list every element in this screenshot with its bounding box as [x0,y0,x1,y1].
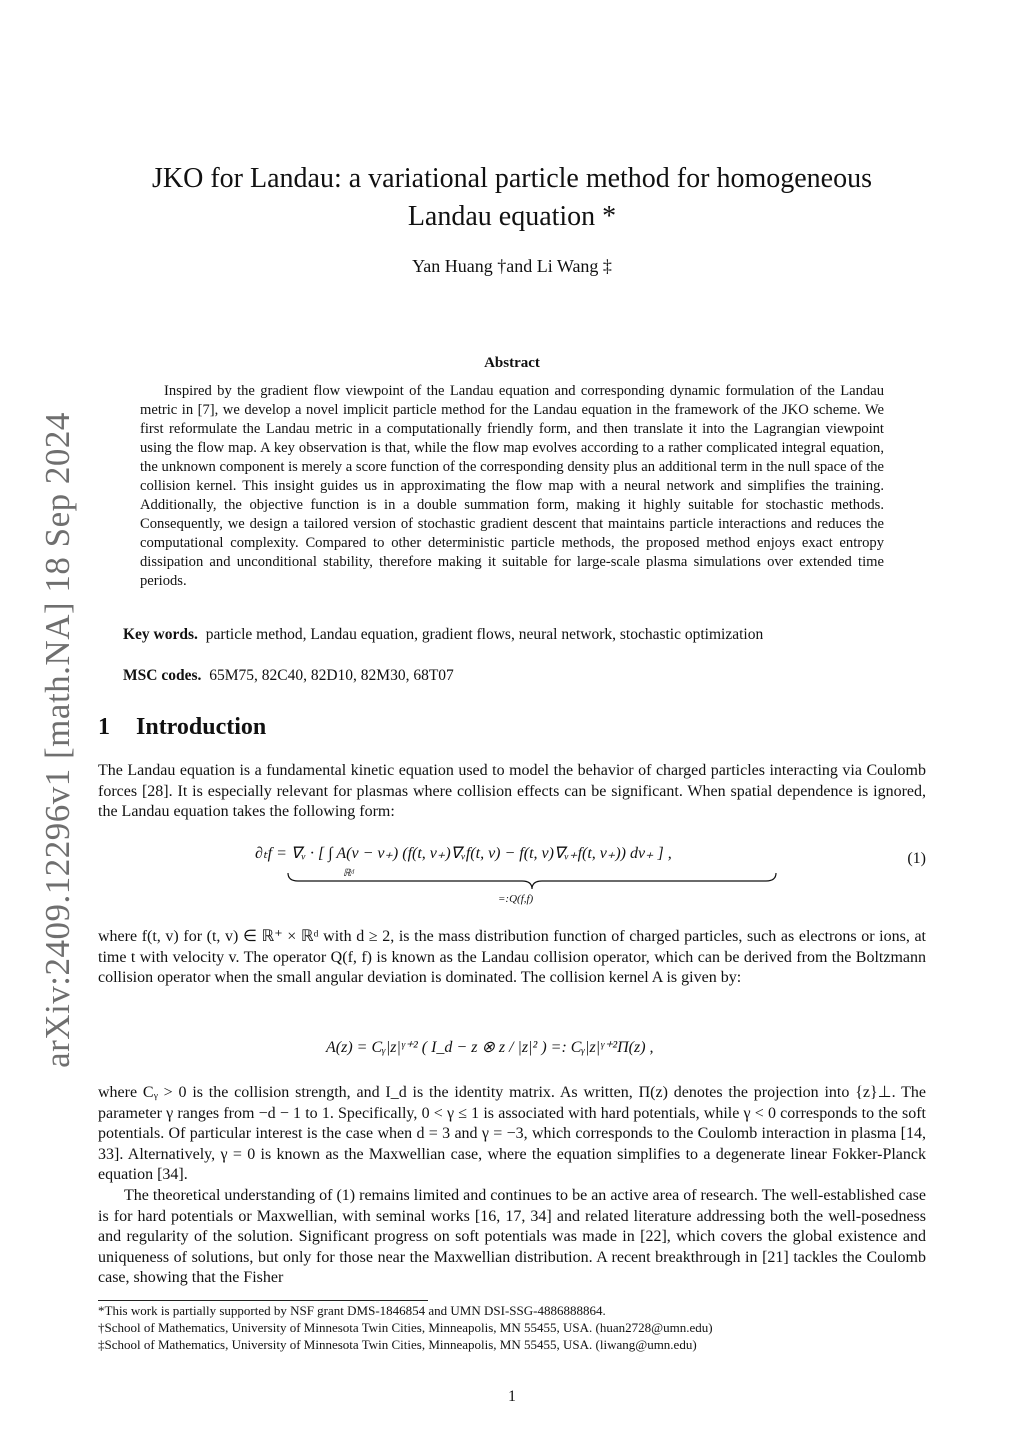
equation-1-body: A(v − v₊) (f(t, v₊)∇ᵥf(t, v) − f(t, v)∇ᵥ₊f(t, v₊)) dv₊ ] , [336,845,672,862]
equation-1-number: (1) [907,850,926,867]
page-number: 1 [508,1388,516,1405]
equation-1-domain: ℝᵈ [343,868,355,879]
intro-paragraph-2: where f(t, v) for (t, v) ∈ ℝ⁺ × ℝᵈ with d ≥ 2, is the mass distribution function of charged particles, such as electrons or ions, at time t with velocity v. The operator Q(f, f) is known as the Landau collision operator, which can be derived from the Boltzmann collision operator when the small angular deviation is dominated. The collision kernel A is given by: [98,928,926,986]
keywords-value: particle method, Landau equation, gradient flows, neural network, stochastic optimization [205,626,764,643]
footnote-2: †School of Mathematics, University of Minnesota Twin Cities, Minneapolis, MN 55455, USA. (huan2728@umn.edu) [98,1320,713,1335]
keywords-label: Key words. [123,626,198,643]
abstract-text: Inspired by the gradient flow viewpoint of the Landau equation and corresponding dynamic formulation of the Landau metric in [7], we develop a novel implicit particle method for the Landau equation in the framework of the JKO scheme. We first reformulate the Landau metric in a computationally friendly form, and then translate it into the Lagrangian viewpoint using the flow map. A key observation is that, while the flow map evolves according to a rather complicated integral equation, the unknown component is merely a score function of the corresponding density plus an additional term in the null space of the collision kernel. This insight guides us in approximating the flow map with a neural network and simplifies the training. Additionally, the objective function is in a double summation form, making it highly suitable for stochastic methods. Consequently, we design a tailored version of stochastic gradient descent that maintains particle interactions and reduces the computational complexity. Compared to other deterministic particle methods, the proposed method enjoys exact entropy dissipation and unconditional stability, therefore making it suitable for large-scale plasma simulations over extended time periods. [140,383,884,589]
msc-label: MSC codes. [123,667,202,684]
msc-line [123,667,923,685]
section-title: Introduction [136,714,267,740]
authors: Yan Huang †and Li Wang ‡ [412,256,612,276]
equation-1 [255,843,672,863]
msc-value: 65M75, 82C40, 82D10, 82M30, 68T07 [209,667,454,684]
intro-paragraph-3: where Cᵧ > 0 is the collision strength, and I_d is the identity matrix. As written, Π(z) denotes the projection into {z}⊥. The parameter γ ranges from −d − 1 to 1. Specifically, 0 < γ ≤ 1 is associated with hard potentials, while γ < 0 corresponds to the soft potentials. Of particular interest is the case when d = 3 and γ = −3, which corresponds to the Coulomb interaction in plasma [14, 33]. Alternatively, γ = 0 is known as the Maxwellian case, where the equation simplifies to a degenerate linear Fokker-Planck equation [34]. [98,1084,926,1183]
abstract-heading: Abstract [484,355,540,371]
footnote-1: *This work is partially supported by NSF grant DMS-1846854 and UMN DSI-SSG-4886888864. [98,1303,606,1318]
footnote-3: ‡School of Mathematics, University of Minnesota Twin Cities, Minneapolis, MN 55455, USA. (liwang@umn.edu) [98,1337,697,1352]
equation-collision-kernel: A(z) = Cᵧ|z|ᵞ⁺² ( I_d − z ⊗ z / |z|² ) =: Cᵧ|z|ᵞ⁺²Π(z) , [326,1039,654,1056]
equation-1-underbrace-label: =:Q(f,f) [498,893,534,905]
section-number: 1 [98,714,110,740]
section-heading [98,714,266,741]
arxiv-side-label: arXiv:2409.12296v1 [math.NA] 18 Sep 2024 [38,412,77,1068]
equation-1-lhs: ∂ₜf = ∇ᵥ · [ ∫ [255,845,333,862]
title-line-1: JKO for Landau: a variational particle method for homogeneous [152,163,872,194]
keywords-line [123,626,923,644]
paper-title [120,160,904,236]
title-line-2: Landau equation * [407,201,617,232]
footnote-rule [98,1300,428,1301]
intro-paragraph-4: The theoretical understanding of (1) remains limited and continues to be an active area of research. The well-established case is for hard potentials or Maxwellian, with seminal works [16, 17, 34] and related literature addressing both the well-posedness and regularity of the solution. Significant progress on soft potentials was made in [22], which covers the global existence and uniqueness of solutions, but only for those near the Maxwellian distribution. A recent breakthrough in [21] tackles the Coulomb case, showing that the Fisher [98,1187,926,1286]
underbrace [286,871,778,891]
intro-paragraph-1: The Landau equation is a fundamental kinetic equation used to model the behavior of charged particles interacting via Coulomb forces [28]. It is especially relevant for plasmas where collision effects can be significant. When spatial dependence is ignored, the Landau equation takes the following form: [98,762,926,820]
